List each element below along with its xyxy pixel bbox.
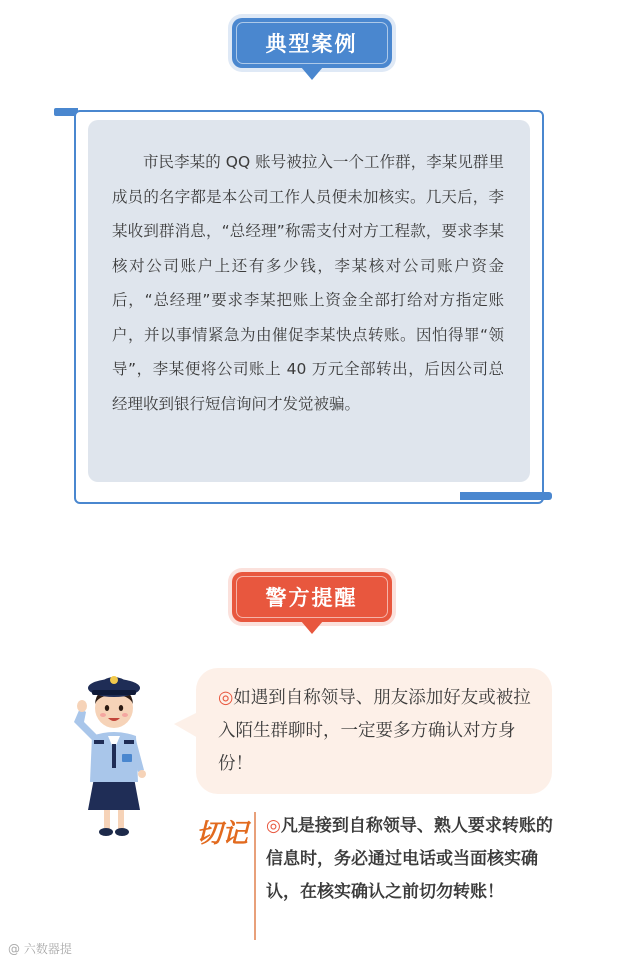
bubble-text-block [218,682,540,781]
case-title-text: 典型案例 [265,31,358,56]
circle-mark-icon: ◎ [266,816,281,836]
remember-label: 切记 [196,819,249,849]
reminder-section-title [232,572,392,622]
speech-bubble [196,668,552,794]
police-officer-illustration [64,658,164,838]
case-body-text: 市民李某的 QQ 账号被拉入一个工作群，李某见群里成员的名字都是本公司工作人员便未加核实。几天后，李某收到群消息，“总经理”称需支付对方工程款，要求李某核对公司账户上还有多少钱，李某核对公司账户资金后，“总经理”要求李某把账上资金全部打给对方指定账户，并以事情紧急为由催促李某快点转账。因怕得罪“领导”，李某便将公司账上 40 万元全部转出，后因公司总经理收到银行短信询问才发觉被骗。 [112,153,504,413]
title-inner-border [236,576,388,618]
bubble-reminder-text: 如遇到自称领导、朋友添加好友或被拉入陌生群聊时，一定要多方确认对方身份！ [218,688,531,774]
case-section-title [232,18,392,68]
card-bottom-accent [460,492,552,500]
watermark: @ 六数器提 [8,942,72,956]
divider-line [254,812,256,940]
circle-mark-icon: ◎ [218,688,234,708]
remember-reminder-text: 凡是接到自称领导、熟人要求转账的信息时，务必通过电话或当面核实确认，在核实确认之前切勿转账！ [266,816,553,902]
title-inner-border [236,22,388,64]
remember-text-block [266,810,562,909]
reminder-title-text: 警方提醒 [265,585,358,610]
